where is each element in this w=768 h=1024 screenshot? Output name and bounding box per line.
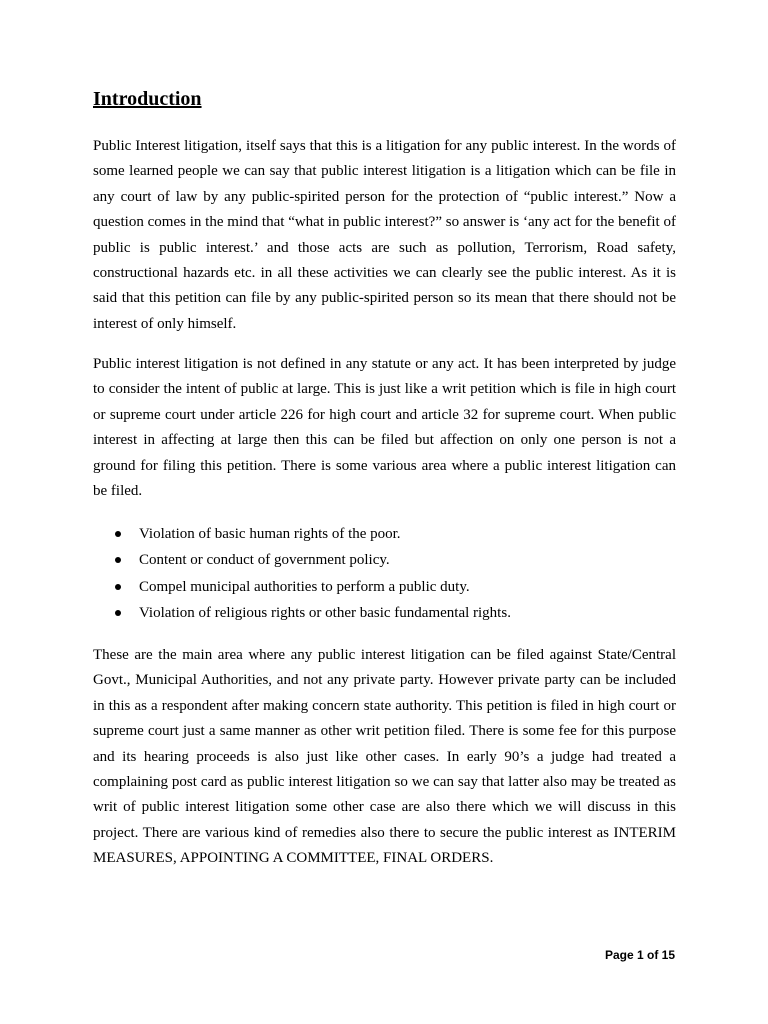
- bullet-text: Violation of religious rights or other basic fundamental rights.: [139, 604, 511, 621]
- bullet-icon: [115, 584, 121, 590]
- bullet-item: [93, 574, 676, 600]
- bullet-item: [93, 547, 676, 573]
- page-number: Page 1 of 15: [604, 948, 675, 962]
- paragraph-2: Public interest litigation is not defined in any statute or any act. It has been interpreted by judge to consider the intent of public at large. This is just like a writ petition which is file in high court or supreme court under article 226 for high court and article 32 for supreme court. When public interest in affecting at large then this can be filed but affection on only one person is not a ground for filing this petition. There is some various area where a public interest litigation can be filed.: [93, 356, 676, 500]
- bullet-icon: [115, 610, 121, 616]
- bullet-text: Violation of basic human rights of the poor.: [139, 526, 401, 542]
- section-heading: Introduction: [93, 88, 202, 110]
- paragraph-1: Public Interest litigation, itself says that this is a litigation for any public interest. In the words of some learned people we can say that public interest litigation is a litigation which can be file in any court of law by any public-spirited person for the protection of “public interest.” Now a question comes in the mind that “what in public interest?” so answer is ‘any act for the benefit of public is public interest.’ and those acts are such as pollution, Terrorism, Road safety, constructional hazards etc. in all these activities we can clearly see the public interest. As it is said that this petition can file by any public-spirited person so its mean that there should not be interest of only himself.: [93, 138, 676, 332]
- paragraph-3: These are the main area where any public interest litigation can be filed against State/Central Govt., Municipal Authorities, and not any private party. However private party can be included in this as a respondent after making concern state authority. This petition is filed in high court or supreme court just a same manner as other writ petition filed. There is some fee for this purpose and its hearing proceeds is also just like other cases. In early 90’s a judge had treated a complaining post card as public interest litigation so we can say that latter also may be treated as writ of public interest litigation some other case are also there which we will discuss in this project. There are various kind of remedies also there to secure the public interest as INTERIM MEASURES, APPOINTING A COMMITTEE, FINAL ORDERS.: [93, 647, 676, 867]
- bullet-item: [93, 600, 676, 626]
- bullet-item: [93, 521, 676, 547]
- bullet-text: Content or conduct of government policy.: [139, 552, 390, 569]
- bullet-list: [93, 521, 676, 626]
- bullet-text: Compel municipal authorities to perform a public duty.: [139, 578, 470, 595]
- bullet-icon: [115, 531, 121, 537]
- bullet-icon: [115, 557, 121, 563]
